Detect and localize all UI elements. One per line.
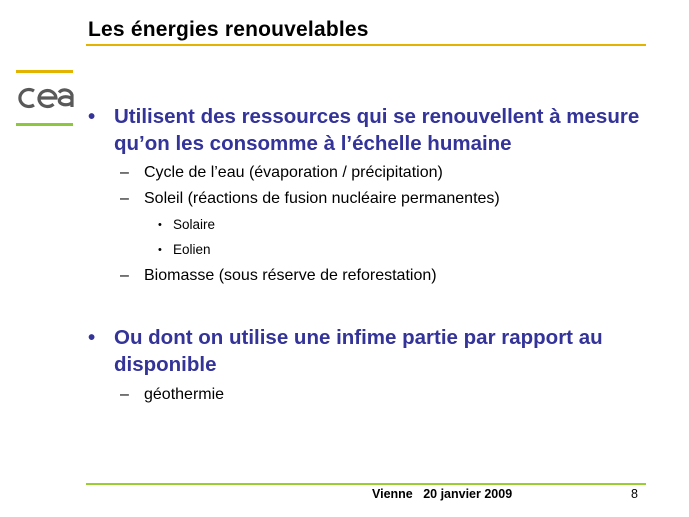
cea-logo-graphic: [15, 68, 77, 128]
sub-item-text: Cycle de l’eau (évaporation / précipitation): [144, 164, 443, 181]
dash-marker: –: [120, 386, 129, 403]
bullet-item: [86, 103, 656, 157]
sub-sub-item: [86, 216, 656, 234]
sub-item: [86, 385, 656, 405]
dash-marker: –: [120, 190, 129, 207]
logo-letter-c: [20, 90, 34, 107]
sub-item-text: Soleil (réactions de fusion nucléaire permanentes): [144, 190, 500, 207]
sub-item-text: géothermie: [144, 386, 225, 403]
bullet-marker: •: [88, 326, 96, 349]
logo-letter-e: [39, 91, 56, 107]
bullet-marker: •: [88, 105, 96, 128]
sub-sub-item: [86, 241, 656, 259]
sub-sub-item-text: Solaire: [173, 217, 216, 232]
footer-caption: [372, 487, 512, 501]
cea-logo: [15, 68, 77, 128]
slide-title: Les énergies renouvelables: [88, 18, 369, 41]
logo-green-bar: [16, 123, 73, 126]
small-bullet-marker: •: [158, 244, 162, 256]
dash-marker: –: [120, 164, 129, 181]
small-bullet-marker: •: [158, 219, 162, 231]
footer-location: Vienne: [372, 487, 413, 501]
title-rule: [86, 44, 646, 46]
sub-item: [86, 266, 656, 286]
sub-item: [86, 189, 656, 209]
footer-rule: [86, 483, 646, 485]
bullet-text: Utilisent des ressources qui se renouvellent à mesure qu’on les consomme à l’échelle humaine: [114, 105, 640, 155]
logo-letter-a-bowl: [59, 97, 72, 105]
sub-item-text: Biomasse (sous réserve de reforestation): [144, 267, 437, 284]
dash-marker: –: [120, 267, 129, 284]
slide-body: [86, 103, 656, 405]
footer-date: 20 janvier 2009: [423, 487, 513, 501]
sub-item: [86, 163, 656, 183]
page-number: 8: [631, 487, 638, 501]
logo-yellow-bar: [16, 70, 73, 73]
bullet-item: [86, 324, 656, 378]
sub-sub-item-text: Eolien: [173, 242, 211, 257]
bullet-text: Ou dont on utilise une infime partie par rapport au disponible: [114, 326, 603, 376]
